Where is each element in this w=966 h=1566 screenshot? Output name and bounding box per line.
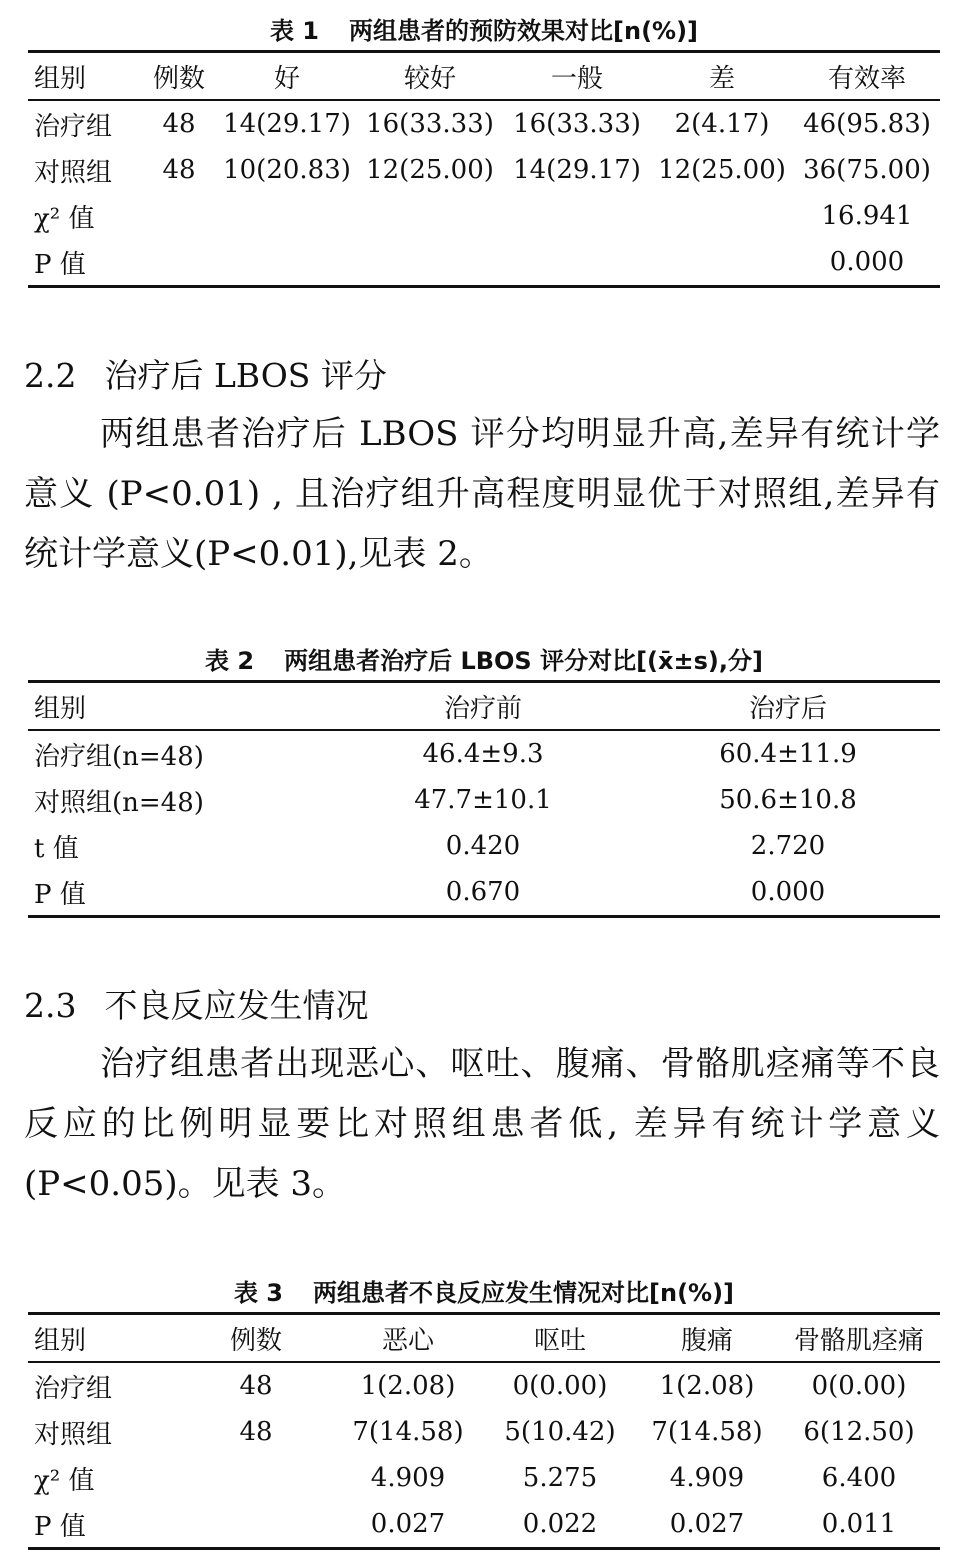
table-cell: 0.420	[445, 831, 521, 861]
table-cell: t 值	[34, 833, 79, 864]
table-cell: 12(25.00)	[658, 155, 786, 185]
table2-header-after: 治疗后	[636, 682, 940, 731]
table-cell: 0.000	[829, 247, 905, 277]
table-cell: P 值	[34, 1511, 86, 1542]
table3-header-group: 组别	[28, 1314, 180, 1363]
section-number: 2.3	[24, 986, 77, 1025]
table3-header-count: 例数	[180, 1314, 332, 1363]
table-cell: 50.6±10.8	[719, 785, 857, 815]
table-cell: 6.400	[821, 1463, 897, 1493]
table-cell: 16(33.33)	[513, 109, 641, 139]
section-title: 治疗后 LBOS 评分	[104, 356, 387, 395]
table3-caption	[28, 1278, 940, 1308]
table-cell: 0.011	[821, 1509, 897, 1539]
table1-header-count: 例数	[140, 52, 218, 101]
table-row	[28, 1455, 940, 1501]
table-cell	[218, 193, 356, 239]
table-cell: 0.022	[522, 1509, 598, 1539]
table2-header-row	[28, 682, 940, 731]
table-cell: P 值	[34, 249, 86, 280]
table3-title: 两组患者不良反应发生情况对比[n(%)]	[313, 1279, 735, 1307]
table-cell: χ² 值	[34, 1465, 95, 1496]
table-row	[28, 193, 940, 239]
table-cell: 16(33.33)	[366, 109, 494, 139]
table-cell: 1(2.08)	[659, 1371, 755, 1401]
section-title: 不良反应发生情况	[104, 986, 369, 1025]
table-cell: 4.909	[669, 1463, 745, 1493]
table-row	[28, 1409, 940, 1455]
table-cell: 6(12.50)	[803, 1417, 915, 1447]
table-cell	[180, 1501, 332, 1549]
table2	[28, 680, 940, 918]
table-row	[28, 1362, 940, 1409]
table2-caption	[28, 646, 940, 676]
table1-caption	[28, 16, 940, 46]
table-cell: 36(75.00)	[803, 155, 931, 185]
table-row	[28, 823, 940, 869]
table-cell: 0(0.00)	[811, 1371, 907, 1401]
table-cell	[356, 239, 504, 287]
table-cell: 0.000	[750, 877, 826, 907]
table-cell: 46.4±9.3	[422, 739, 544, 769]
table1-header-group: 组别	[28, 52, 140, 101]
table-row	[28, 869, 940, 917]
table-cell: 14(29.17)	[513, 155, 641, 185]
table-cell: P 值	[34, 879, 86, 910]
table2-header-group: 组别	[28, 682, 330, 731]
table-cell	[504, 239, 650, 287]
table-cell: 对照组(n=48)	[34, 787, 204, 818]
table-cell: 2(4.17)	[674, 109, 770, 139]
section-heading-2-2	[24, 356, 387, 396]
table-cell: 14(29.17)	[223, 109, 351, 139]
table-row	[28, 777, 940, 823]
table-row	[28, 100, 940, 147]
table-cell: 5(10.42)	[504, 1417, 616, 1447]
table-cell: 2.720	[750, 831, 826, 861]
table-cell	[140, 239, 218, 287]
table-cell: 46(95.83)	[803, 109, 931, 139]
section-number: 2.2	[24, 356, 77, 395]
table-row	[28, 239, 940, 287]
table2-label: 表 2	[205, 647, 255, 675]
table1-title: 两组患者的预防效果对比[n(%)]	[349, 17, 699, 45]
table-cell: 48	[239, 1371, 273, 1401]
table3-header-abdominal-pain: 腹痛	[636, 1314, 778, 1363]
table3	[28, 1312, 940, 1550]
table-cell: 0(0.00)	[512, 1371, 608, 1401]
table-row	[28, 730, 940, 777]
table2-header-before: 治疗前	[330, 682, 636, 731]
table-cell: 60.4±11.9	[719, 739, 857, 769]
table-cell: 47.7±10.1	[414, 785, 552, 815]
table-cell: 治疗组	[34, 111, 113, 142]
table-cell	[650, 239, 794, 287]
section-2-3-paragraph: 治疗组患者出现恶心、呕吐、腹痛、骨骼肌痉痛等不良反应的比例明显要比对照组患者低, 差异有统计学意义(P<0.05)。见表 3。	[24, 1044, 940, 1204]
table3-header-row	[28, 1314, 940, 1363]
table3-label: 表 3	[233, 1279, 284, 1307]
table-cell	[356, 193, 504, 239]
table-cell: 4.909	[370, 1463, 446, 1493]
table-cell: 12(25.00)	[366, 155, 494, 185]
table-row	[28, 1501, 940, 1549]
table1-header-average: 一般	[504, 52, 650, 101]
table-cell	[140, 193, 218, 239]
table1-header-good: 好	[218, 52, 356, 101]
table2-title: 两组患者治疗后 LBOS 评分对比[(x̄±s),分]	[284, 647, 763, 675]
table1-header-row	[28, 52, 940, 101]
table-cell: 治疗组(n=48)	[34, 741, 204, 772]
table-cell: 0.027	[370, 1509, 446, 1539]
table-cell	[504, 193, 650, 239]
table-cell: 7(14.58)	[352, 1417, 464, 1447]
table-cell: 48	[239, 1417, 273, 1447]
table-cell: 对照组	[34, 157, 113, 188]
table-cell: 0.027	[669, 1509, 745, 1539]
table-cell: 7(14.58)	[651, 1417, 763, 1447]
table-cell	[650, 193, 794, 239]
table-cell: 16.941	[821, 201, 913, 231]
table-cell	[180, 1455, 332, 1501]
table3-header-nausea: 恶心	[332, 1314, 484, 1363]
table-row	[28, 147, 940, 193]
table-cell: 0.670	[445, 877, 521, 907]
table1-header-fairly-good: 较好	[356, 52, 504, 101]
table-cell: 48	[162, 109, 196, 139]
table-cell: χ² 值	[34, 203, 95, 234]
table-cell: 治疗组	[34, 1373, 113, 1404]
table-cell: 10(20.83)	[223, 155, 351, 185]
table1-header-efficacy: 有效率	[794, 52, 940, 101]
table-cell: 5.275	[522, 1463, 598, 1493]
table-cell: 48	[162, 155, 196, 185]
table-cell	[218, 239, 356, 287]
table-cell: 1(2.08)	[360, 1371, 456, 1401]
table1-header-poor: 差	[650, 52, 794, 101]
table3-header-vomiting: 呕吐	[484, 1314, 636, 1363]
table1	[28, 50, 940, 288]
table1-label: 表 1	[269, 17, 320, 45]
section-heading-2-3	[24, 986, 368, 1026]
section-2-2-paragraph: 两组患者治疗后 LBOS 评分均明显升高,差异有统计学意义 (P<0.01) , 且治疗组升高程度明显优于对照组,差异有统计学意义(P<0.01),见表 2。	[24, 414, 940, 574]
table-cell: 对照组	[34, 1419, 113, 1450]
table3-header-muscle-spasm: 骨骼肌痉痛	[778, 1314, 940, 1363]
